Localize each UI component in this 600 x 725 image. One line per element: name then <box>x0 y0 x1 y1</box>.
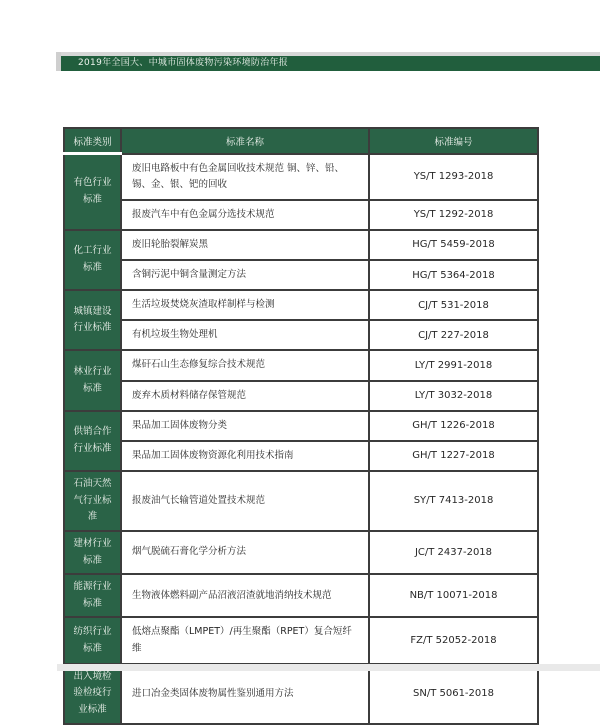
standard-code-cell: CJ/T 531-2018 <box>369 290 538 320</box>
header-standard-code: 标准编号 <box>369 128 538 154</box>
table-row <box>64 617 538 663</box>
standard-code-cell: GH/T 1226-2018 <box>369 411 538 441</box>
table-row <box>64 411 538 441</box>
table-row <box>64 154 538 200</box>
table-row <box>64 441 538 471</box>
standards-table <box>63 127 539 725</box>
standard-code-cell: NB/T 10071-2018 <box>369 574 538 617</box>
table-row <box>64 290 538 320</box>
standards-table-wrap <box>63 127 537 725</box>
category-cell: 纺织行业标准 <box>64 617 121 663</box>
table-row <box>64 381 538 411</box>
category-cell: 石油天然气行业标准 <box>64 471 121 531</box>
category-cell: 建材行业标准 <box>64 531 121 574</box>
category-cell: 林业行业标准 <box>64 350 121 410</box>
category-cell: 化工行业标准 <box>64 230 121 290</box>
standard-code-cell: SN/T 5061-2018 <box>369 664 538 724</box>
standard-name-cell: 生物液体燃料副产品沼液沼渣就地消纳技术规范 <box>121 574 369 617</box>
table-row <box>64 350 538 380</box>
standard-name-cell: 煤矸石山生态修复综合技术规范 <box>121 350 369 380</box>
standard-name-cell: 废旧电路板中有色金属回收技术规范 铜、锌、铅、锡、金、银、钯的回收 <box>121 154 369 200</box>
standard-name-cell: 报废油气长输管道处置技术规范 <box>121 471 369 531</box>
standard-code-cell: GH/T 1227-2018 <box>369 441 538 471</box>
category-cell: 出入境检验检疫行业标准 <box>64 664 121 724</box>
table-row <box>64 664 538 724</box>
table-row <box>64 471 538 531</box>
standard-name-cell: 烟气脱硫石膏化学分析方法 <box>121 531 369 574</box>
standard-code-cell: YS/T 1293-2018 <box>369 154 538 200</box>
standard-code-cell: SY/T 7413-2018 <box>369 471 538 531</box>
standard-code-cell: JC/T 2437-2018 <box>369 531 538 574</box>
standard-name-cell: 果品加工固体废物分类 <box>121 411 369 441</box>
standard-code-cell: HG/T 5459-2018 <box>369 230 538 260</box>
category-cell: 有色行业标准 <box>64 154 121 230</box>
standards-table-head <box>64 128 538 154</box>
category-cell: 供销合作行业标准 <box>64 411 121 471</box>
standard-name-cell: 低熔点聚酯（LMPET）/再生聚酯（RPET）复合短纤维 <box>121 617 369 663</box>
table-row <box>64 320 538 350</box>
table-row <box>64 574 538 617</box>
category-cell: 城镇建设行业标准 <box>64 290 121 350</box>
report-title-bar: 2019年全国大、中城市固体废物污染环境防治年报 <box>61 56 600 71</box>
standard-name-cell: 果品加工固体废物资源化利用技术指南 <box>121 441 369 471</box>
standard-code-cell: LY/T 2991-2018 <box>369 350 538 380</box>
table-row <box>64 200 538 230</box>
standard-name-cell: 有机垃圾生物处理机 <box>121 320 369 350</box>
table-row <box>64 230 538 260</box>
standards-table-body <box>64 154 538 724</box>
header-row <box>64 128 538 154</box>
standard-name-cell: 进口冶金类固体废物属性鉴别通用方法 <box>121 664 369 724</box>
category-cell: 能源行业标准 <box>64 574 121 617</box>
table-row <box>64 531 538 574</box>
standard-code-cell: LY/T 3032-2018 <box>369 381 538 411</box>
standard-name-cell: 生活垃圾焚烧灰渣取样制样与检测 <box>121 290 369 320</box>
standard-code-cell: FZ/T 52052-2018 <box>369 617 538 663</box>
table-row <box>64 260 538 290</box>
header-standard-name: 标准名称 <box>121 128 369 154</box>
standard-name-cell: 含铜污泥中铜含量测定方法 <box>121 260 369 290</box>
standard-name-cell: 废弃木质材料储存保管规范 <box>121 381 369 411</box>
header-category: 标准类别 <box>64 128 121 154</box>
page-bottom-band <box>57 664 600 671</box>
standard-code-cell: HG/T 5364-2018 <box>369 260 538 290</box>
standard-code-cell: CJ/T 227-2018 <box>369 320 538 350</box>
standard-name-cell: 报废汽车中有色金属分选技术规范 <box>121 200 369 230</box>
standard-code-cell: YS/T 1292-2018 <box>369 200 538 230</box>
standard-name-cell: 废旧轮胎裂解炭黑 <box>121 230 369 260</box>
